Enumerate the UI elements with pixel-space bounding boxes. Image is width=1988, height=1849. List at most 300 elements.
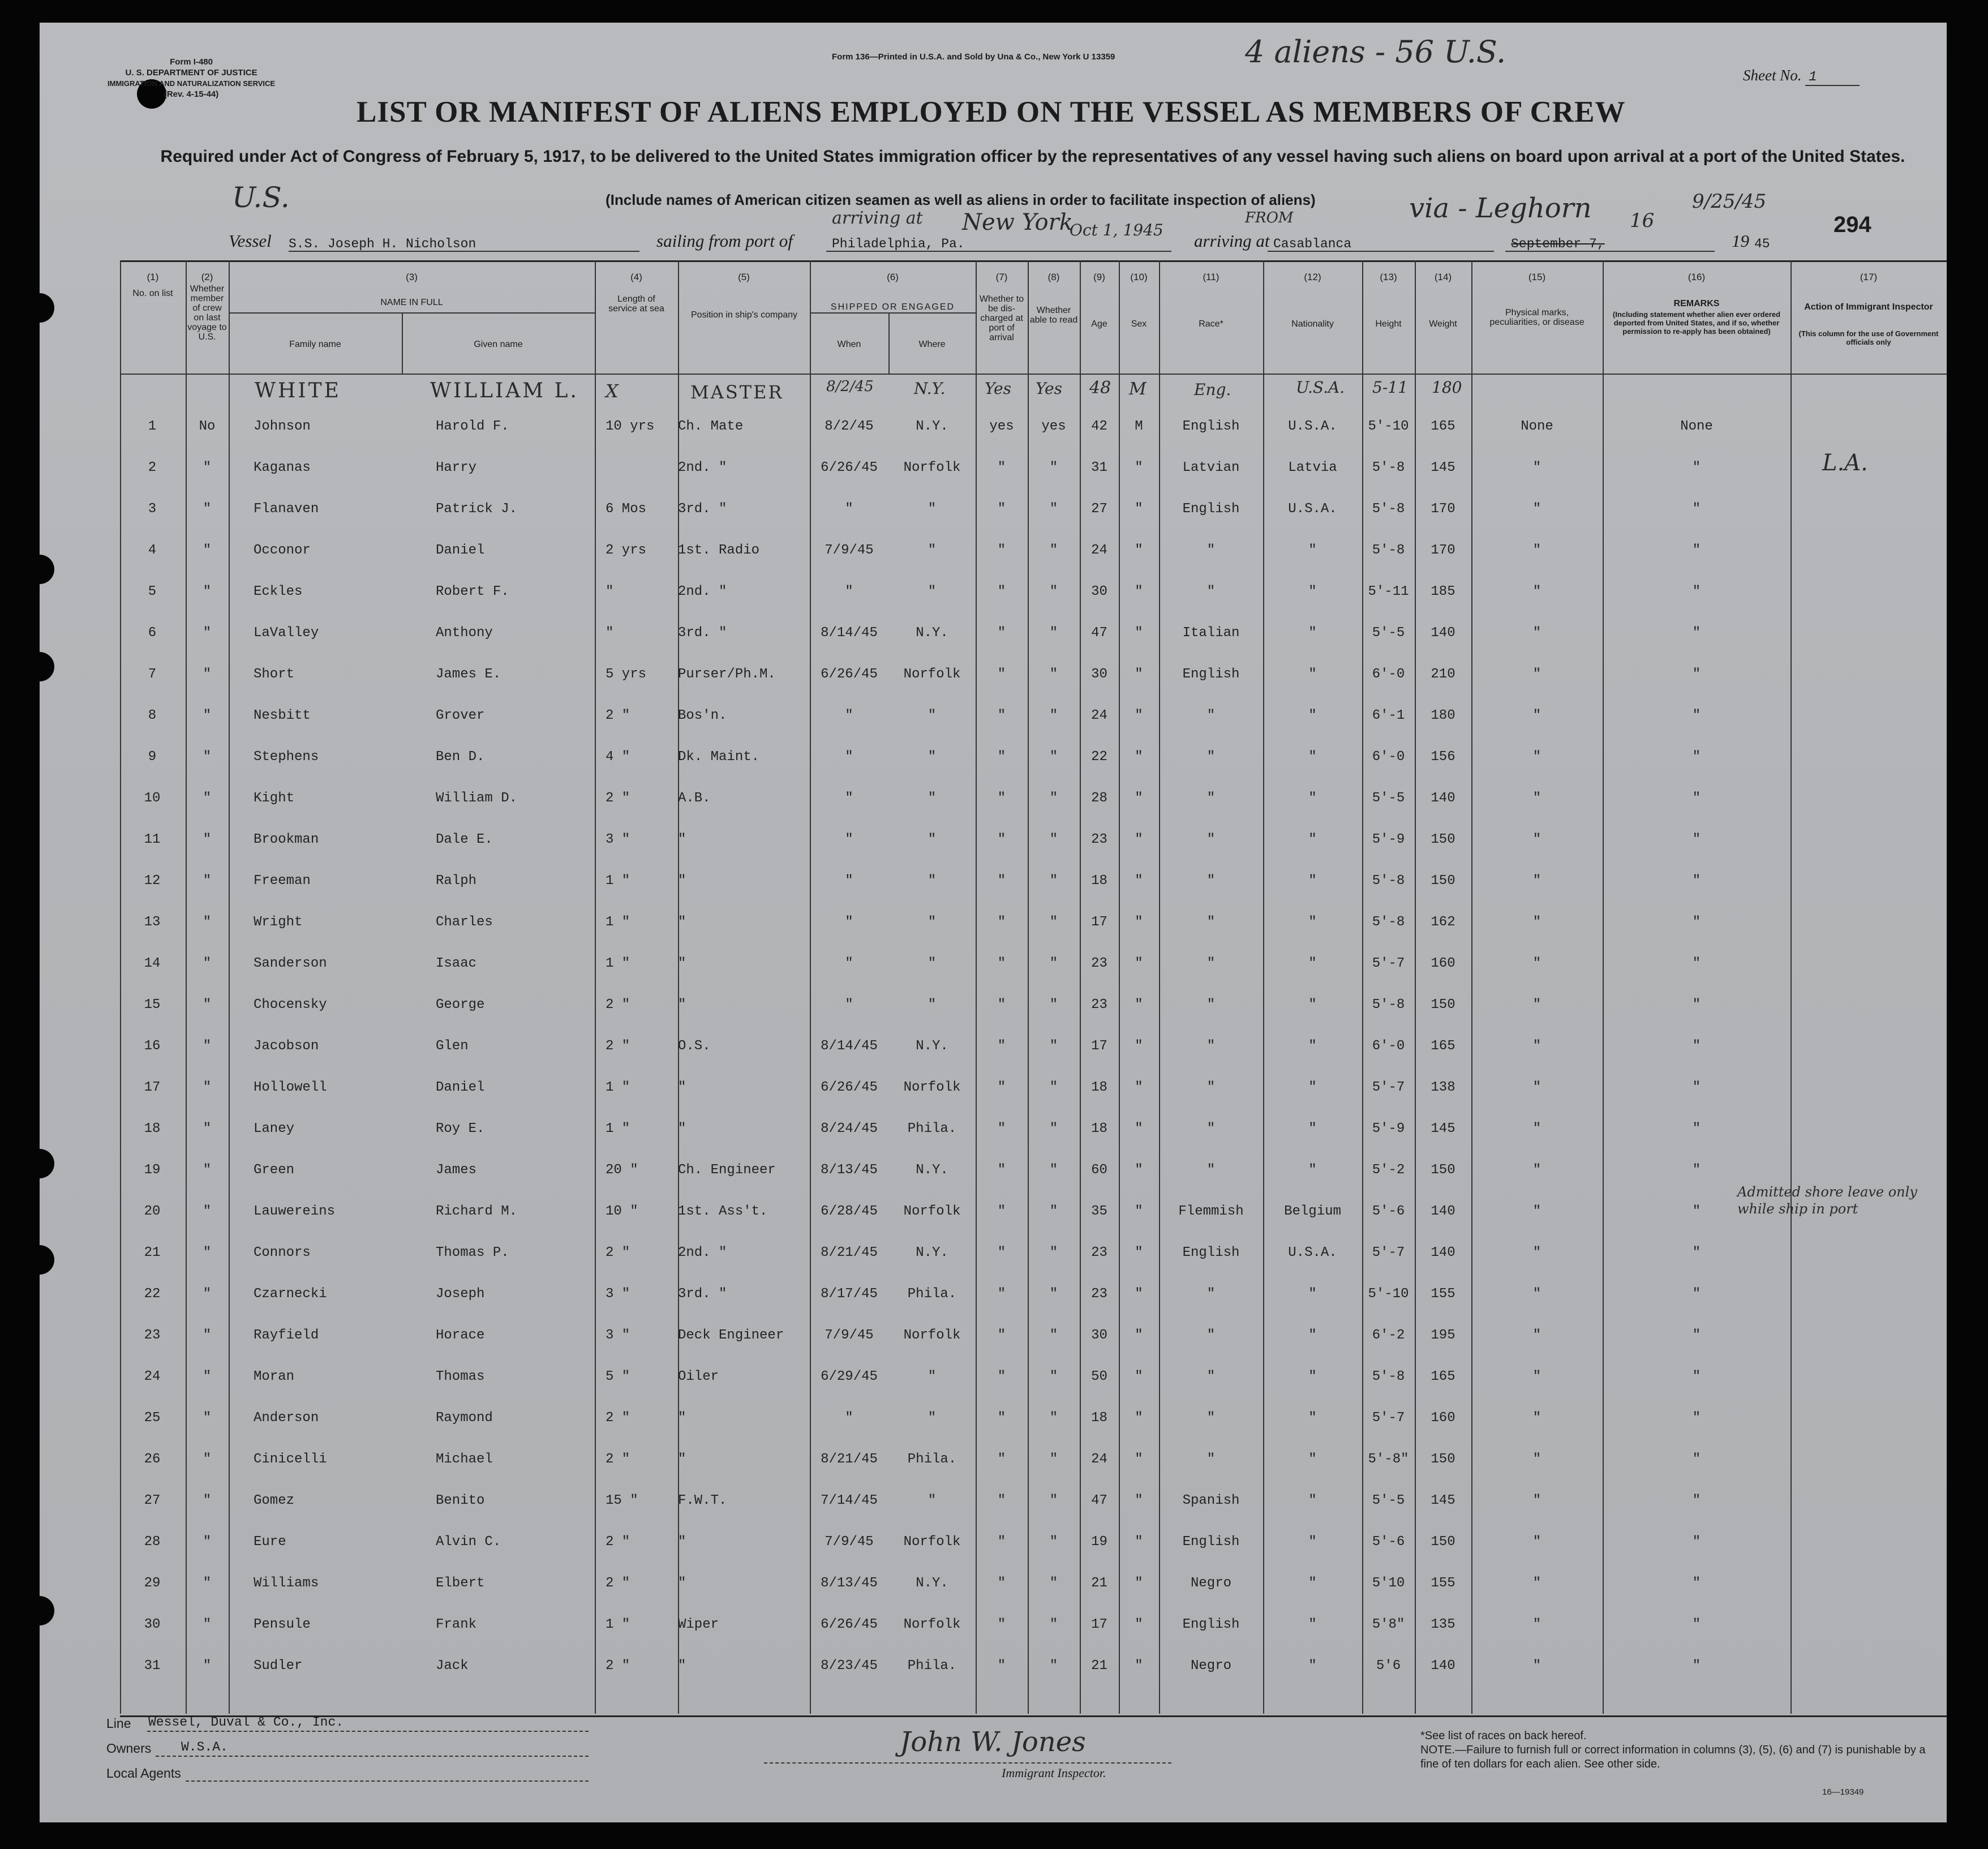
cell-physical-marks: " xyxy=(1532,1493,1542,1508)
cell-row-number: 18 xyxy=(144,1121,161,1136)
master-sex: M xyxy=(1129,379,1147,399)
cell-sex: " xyxy=(1135,1328,1143,1343)
cell-age: 18 xyxy=(1091,1410,1107,1426)
cell-given-name: Daniel xyxy=(436,543,485,558)
cell-row-number: 30 xyxy=(144,1617,161,1632)
cell-prior-voyage: " xyxy=(203,1369,212,1384)
cell-age: 42 xyxy=(1091,419,1107,434)
cell-remarks: " xyxy=(1692,1245,1701,1260)
cell-shipped-when: " xyxy=(845,708,853,723)
cell-position: Oiler xyxy=(678,1369,719,1384)
cell-shipped-where: Phila. xyxy=(907,1658,957,1674)
cell-physical-marks: " xyxy=(1532,1658,1542,1674)
vessel-label: Vessel xyxy=(229,231,272,251)
cell-shipped-when: 8/17/45 xyxy=(821,1286,878,1302)
cell-family-name: Occonor xyxy=(254,543,311,558)
cell-length-of-service: 1 " xyxy=(606,915,630,930)
cell-race: English xyxy=(1182,501,1240,517)
cell-age: 17 xyxy=(1091,915,1107,930)
cell-able-to-read: " xyxy=(1049,915,1058,930)
cell-given-name: Ben D. xyxy=(436,749,485,765)
cell-shipped-when: 6/26/45 xyxy=(821,1617,878,1632)
cell-weight: 180 xyxy=(1431,708,1455,723)
cell-length-of-service: 2 " xyxy=(606,1576,630,1591)
handwritten-alien-count: 4 aliens - 56 U.S. xyxy=(1245,34,1506,70)
cell-able-to-read: " xyxy=(1049,1410,1058,1426)
document-title: LIST OR MANIFEST OF ALIENS EMPLOYED ON THE VESSEL AS MEMBERS OF CREW xyxy=(357,96,1626,128)
cell-family-name: Hollowell xyxy=(254,1080,327,1095)
cell-shipped-when: 6/26/45 xyxy=(821,460,878,475)
cell-physical-marks: " xyxy=(1532,749,1542,765)
col-13-label: Height xyxy=(1375,319,1402,329)
cell-shipped-where: Norfolk xyxy=(903,1080,961,1095)
cell-weight: 170 xyxy=(1431,543,1455,558)
cell-family-name: Eckles xyxy=(254,584,303,599)
cell-physical-marks: " xyxy=(1532,791,1542,806)
column-rule xyxy=(120,260,121,1714)
cell-family-name: Stephens xyxy=(254,749,319,765)
cell-sex: " xyxy=(1135,1080,1143,1095)
cell-family-name: LaValley xyxy=(254,625,319,641)
cell-position: " xyxy=(678,997,686,1013)
owners-value: W.S.A. xyxy=(181,1740,228,1754)
inspector-signature: John W. Jones xyxy=(900,1726,1086,1758)
cell-given-name: Roy E. xyxy=(436,1121,485,1136)
cell-remarks: " xyxy=(1692,501,1701,517)
cell-shipped-where: N.Y. xyxy=(916,419,948,434)
cell-remarks: " xyxy=(1692,1328,1701,1343)
cell-remarks: " xyxy=(1692,625,1701,641)
cell-remarks: " xyxy=(1692,708,1701,723)
cell-remarks: " xyxy=(1692,749,1701,765)
cell-able-to-read: " xyxy=(1049,1039,1058,1054)
cell-length-of-service: 2 " xyxy=(606,1245,630,1260)
cell-given-name: Patrick J. xyxy=(436,501,518,517)
cell-given-name: Glen xyxy=(436,1039,469,1054)
handwritten-via: via - Leghorn xyxy=(1409,192,1592,224)
cell-sex: " xyxy=(1135,1369,1143,1384)
year-prefix: 19 xyxy=(1732,231,1749,251)
cell-position: " xyxy=(678,1452,686,1467)
cell-shipped-when: 8/21/45 xyxy=(821,1245,878,1260)
cell-nationality: " xyxy=(1308,791,1317,806)
cell-prior-voyage: " xyxy=(203,749,212,765)
cell-shipped-where: " xyxy=(928,749,937,765)
cell-able-to-read: " xyxy=(1049,1493,1058,1508)
cell-weight: 140 xyxy=(1431,791,1455,806)
cell-nationality: " xyxy=(1308,956,1317,971)
cell-row-number: 15 xyxy=(144,997,161,1013)
cell-physical-marks: " xyxy=(1532,873,1542,889)
cell-sex: " xyxy=(1135,1534,1143,1550)
cell-remarks: " xyxy=(1692,1039,1701,1054)
cell-weight: 150 xyxy=(1431,1452,1455,1467)
cell-length-of-service: 1 " xyxy=(606,956,630,971)
cell-length-of-service: 20 " xyxy=(606,1162,638,1178)
col-12-num: (12) xyxy=(1304,272,1321,282)
cell-row-number: 3 xyxy=(148,501,157,517)
cell-family-name: Lauwereins xyxy=(254,1204,336,1219)
cell-position: A.B. xyxy=(678,791,711,806)
cell-physical-marks: " xyxy=(1532,1576,1542,1591)
cell-nationality: " xyxy=(1308,1080,1317,1095)
cell-given-name: Benito xyxy=(436,1493,485,1508)
cell-prior-voyage: " xyxy=(203,1410,212,1426)
col-9-num: (9) xyxy=(1093,272,1105,282)
col-16-num: (16) xyxy=(1688,272,1706,282)
cell-position: Wiper xyxy=(678,1617,719,1632)
cell-weight: 165 xyxy=(1431,1039,1455,1054)
cell-prior-voyage: " xyxy=(203,1534,212,1550)
cell-age: 23 xyxy=(1091,1286,1107,1302)
cell-given-name: Robert F. xyxy=(436,584,509,599)
cell-height: 6'-2 xyxy=(1372,1328,1405,1343)
cell-age: 21 xyxy=(1091,1658,1107,1674)
cell-able-to-read: " xyxy=(1049,832,1058,847)
cell-row-number: 4 xyxy=(148,543,157,558)
cell-shipped-when: 7/9/45 xyxy=(825,1328,874,1343)
cell-physical-marks: " xyxy=(1532,708,1542,723)
cell-nationality: " xyxy=(1308,1162,1317,1178)
cell-physical-marks: " xyxy=(1532,1039,1542,1054)
cell-length-of-service: 2 " xyxy=(606,1410,630,1426)
cell-able-to-read: " xyxy=(1049,1328,1058,1343)
cell-able-to-read: " xyxy=(1049,708,1058,723)
cell-length-of-service: 5 " xyxy=(606,1369,630,1384)
cell-length-of-service: 1 " xyxy=(606,873,630,889)
cell-position: 3rd. " xyxy=(678,1286,727,1302)
cell-weight: 210 xyxy=(1431,667,1455,682)
cell-height: 5'-5 xyxy=(1372,791,1405,806)
cell-prior-voyage: " xyxy=(203,1204,212,1219)
cell-height: 5'-8 xyxy=(1372,997,1405,1013)
cell-shipped-when: " xyxy=(845,584,853,599)
cell-able-to-read: " xyxy=(1049,460,1058,475)
cell-nationality: Belgium xyxy=(1284,1204,1341,1219)
cell-race: Flemmish xyxy=(1178,1204,1244,1219)
cell-shipped-where: " xyxy=(928,956,937,971)
cell-height: 5'-8 xyxy=(1372,915,1405,930)
agents-underline xyxy=(186,1781,589,1782)
cell-physical-marks: " xyxy=(1532,1286,1542,1302)
cell-age: 22 xyxy=(1091,749,1107,765)
cell-nationality: " xyxy=(1308,1369,1317,1384)
cell-discharged: " xyxy=(997,543,1006,558)
cell-row-number: 9 xyxy=(148,749,157,765)
cell-given-name: Frank xyxy=(436,1617,477,1632)
cell-weight: 150 xyxy=(1431,832,1455,847)
cell-row-number: 28 xyxy=(144,1534,161,1550)
vessel-name: S.S. Joseph H. Nicholson xyxy=(289,237,476,251)
cell-sex: " xyxy=(1135,1039,1143,1054)
cell-shipped-where: " xyxy=(928,1410,937,1426)
cell-discharged: " xyxy=(997,1162,1006,1178)
sheet-number-field xyxy=(1743,67,1860,86)
cell-family-name: Sudler xyxy=(254,1658,303,1674)
cell-weight: 160 xyxy=(1431,1410,1455,1426)
cell-length-of-service: 2 yrs xyxy=(606,543,647,558)
cell-length-of-service: 10 yrs xyxy=(606,419,655,434)
manifest-page xyxy=(40,23,1947,1822)
cell-weight: 170 xyxy=(1431,501,1455,517)
handwritten-new-york: New York xyxy=(962,209,1073,235)
cell-shipped-when: 8/13/45 xyxy=(821,1576,878,1591)
master-family-name: WHITE xyxy=(255,379,341,402)
cell-race: English xyxy=(1182,1617,1240,1632)
cell-physical-marks: " xyxy=(1532,1204,1542,1219)
cell-physical-marks: " xyxy=(1532,832,1542,847)
cell-nationality: " xyxy=(1308,1576,1317,1591)
cell-discharged: " xyxy=(997,501,1006,517)
cell-shipped-where: N.Y. xyxy=(916,1162,948,1178)
master-service: X xyxy=(606,380,619,402)
cell-able-to-read: " xyxy=(1049,1121,1058,1136)
cell-prior-voyage: " xyxy=(203,1039,212,1054)
cell-age: 28 xyxy=(1091,791,1107,806)
cell-shipped-where: Norfolk xyxy=(903,1534,961,1550)
cell-shipped-when: " xyxy=(845,997,853,1013)
cell-family-name: Rayfield xyxy=(254,1328,319,1343)
cell-race: " xyxy=(1206,1080,1216,1095)
cell-remarks: " xyxy=(1692,1658,1701,1674)
cell-shipped-when: 7/9/45 xyxy=(825,543,874,558)
punch-hole xyxy=(40,555,54,584)
cell-row-number: 24 xyxy=(144,1369,161,1384)
penalty-note: NOTE.—Failure to furnish full or correct information in columns (3), (5), (6) and (7) is punishable by a fine of ten dollars for each alien. See other side. xyxy=(1420,1744,1926,1770)
cell-prior-voyage: " xyxy=(203,1493,212,1508)
cell-prior-voyage: " xyxy=(203,791,212,806)
cell-row-number: 2 xyxy=(148,460,157,475)
master-age: 48 xyxy=(1089,378,1111,398)
cell-shipped-where: " xyxy=(928,915,937,930)
cell-sex: " xyxy=(1135,1617,1143,1632)
cell-position: Ch. Engineer xyxy=(678,1162,776,1178)
cell-given-name: Richard M. xyxy=(436,1204,518,1219)
cell-sex: " xyxy=(1135,1245,1143,1260)
cell-race: " xyxy=(1206,584,1216,599)
cell-shipped-where: Norfolk xyxy=(903,460,961,475)
cell-length-of-service: 2 " xyxy=(606,997,630,1013)
column-rule xyxy=(595,260,596,1714)
cell-family-name: Brookman xyxy=(254,832,319,847)
cell-length-of-service: 10 " xyxy=(606,1204,638,1219)
col-1-num: (1) xyxy=(147,272,159,282)
cell-discharged: " xyxy=(997,1080,1006,1095)
col-2-label: Whether member of crew on last voyage to U.S. xyxy=(187,284,227,342)
cell-given-name: Michael xyxy=(436,1452,493,1467)
cell-length-of-service: 15 " xyxy=(606,1493,638,1508)
cell-race: Negro xyxy=(1190,1576,1231,1591)
year-value: 45 xyxy=(1754,237,1770,251)
master-when: 8/2/45 xyxy=(826,378,874,395)
form-revision: (Rev. 4-15-44) xyxy=(164,89,219,99)
cell-shipped-when: 7/14/45 xyxy=(821,1493,878,1508)
cell-row-number: 7 xyxy=(148,667,157,682)
cell-able-to-read: " xyxy=(1049,1658,1058,1674)
inspector-action: Admitted shore leave only while ship in port xyxy=(1737,1184,1917,1217)
cell-age: 24 xyxy=(1091,708,1107,723)
cell-row-number: 22 xyxy=(144,1286,161,1302)
cell-race: " xyxy=(1206,1452,1216,1467)
cell-nationality: " xyxy=(1308,1039,1317,1054)
cell-discharged: " xyxy=(997,1328,1006,1343)
cell-remarks: " xyxy=(1692,1369,1701,1384)
cell-given-name: Jack xyxy=(436,1658,469,1674)
col-7-label: Whether to be dis-charged at port of arrival xyxy=(979,294,1024,342)
cell-length-of-service: 2 " xyxy=(606,1534,630,1550)
cell-physical-marks: " xyxy=(1532,543,1542,558)
cell-length-of-service: " xyxy=(606,584,614,599)
cell-discharged: " xyxy=(997,1658,1006,1674)
cell-sex: " xyxy=(1135,791,1143,806)
punch-hole xyxy=(40,1149,54,1178)
cell-remarks: None xyxy=(1680,419,1713,434)
cell-weight: 135 xyxy=(1431,1617,1455,1632)
cell-given-name: Harry xyxy=(436,460,477,475)
cell-sex: " xyxy=(1135,956,1143,971)
cell-shipped-when: 8/24/45 xyxy=(821,1121,878,1136)
cell-position: " xyxy=(678,915,686,930)
cell-age: 30 xyxy=(1091,584,1107,599)
cell-family-name: Wright xyxy=(254,915,303,930)
cell-row-number: 19 xyxy=(144,1162,161,1178)
cell-given-name: Alvin C. xyxy=(436,1534,501,1550)
cell-given-name: Ralph xyxy=(436,873,477,889)
cell-shipped-where: Phila. xyxy=(907,1121,957,1136)
handwritten-date-correction: Oct 1, 1945 xyxy=(1070,221,1163,239)
cell-height: 5'-7 xyxy=(1372,1080,1405,1095)
cell-prior-voyage: " xyxy=(203,1576,212,1591)
cell-remarks: " xyxy=(1692,543,1701,558)
cell-age: 18 xyxy=(1091,1080,1107,1095)
cell-race: " xyxy=(1206,915,1216,930)
cell-race: Spanish xyxy=(1182,1493,1240,1508)
cell-race: " xyxy=(1206,956,1216,971)
cell-family-name: Cinicelli xyxy=(254,1452,327,1467)
cell-sex: " xyxy=(1135,543,1143,558)
cell-race: " xyxy=(1206,791,1216,806)
cell-prior-voyage: " xyxy=(203,915,212,930)
cell-physical-marks: " xyxy=(1532,1617,1542,1632)
cell-sex: " xyxy=(1135,873,1143,889)
cell-height: 5'-5 xyxy=(1372,625,1405,641)
col-1-label: No. on list xyxy=(132,289,173,298)
cell-remarks: " xyxy=(1692,791,1701,806)
vessel-underline xyxy=(289,251,639,252)
cell-able-to-read: " xyxy=(1049,1576,1058,1591)
cell-row-number: 14 xyxy=(144,956,161,971)
col-5-num: (5) xyxy=(738,272,750,282)
cell-position: F.W.T. xyxy=(678,1493,727,1508)
cell-able-to-read: " xyxy=(1049,1204,1058,1219)
cell-race: Negro xyxy=(1190,1658,1231,1674)
col-16-sub: (Including statement whether alien ever ordered deported from United States, and if so, whether permission to re-apply has been obtained) xyxy=(1612,310,1781,336)
cell-age: 17 xyxy=(1091,1039,1107,1054)
cell-position: 1st. Ass't. xyxy=(678,1204,768,1219)
cell-prior-voyage: " xyxy=(203,1286,212,1302)
cell-length-of-service: 3 " xyxy=(606,1286,630,1302)
cell-race: " xyxy=(1206,832,1216,847)
cell-able-to-read: " xyxy=(1049,543,1058,558)
cell-sex: M xyxy=(1135,419,1143,434)
cell-discharged: yes xyxy=(989,419,1014,434)
cell-family-name: Connors xyxy=(254,1245,311,1260)
line-label: Line xyxy=(106,1716,131,1731)
cell-discharged: " xyxy=(997,749,1006,765)
cell-shipped-when: 8/14/45 xyxy=(821,1039,878,1054)
cell-family-name: Moran xyxy=(254,1369,295,1384)
master-weight: 180 xyxy=(1432,378,1462,397)
handwritten-day: 16 xyxy=(1630,209,1655,232)
cell-nationality: " xyxy=(1308,1534,1317,1550)
cell-able-to-read: " xyxy=(1049,873,1058,889)
cell-family-name: Eure xyxy=(254,1534,286,1550)
cell-prior-voyage: " xyxy=(203,1245,212,1260)
cell-able-to-read: " xyxy=(1049,1369,1058,1384)
cell-nationality: " xyxy=(1308,1328,1317,1343)
cell-nationality: " xyxy=(1308,749,1317,765)
cell-sex: " xyxy=(1135,625,1143,641)
cell-height: 5'-8 xyxy=(1372,543,1405,558)
owners-label: Owners xyxy=(106,1741,152,1756)
cell-row-number: 12 xyxy=(144,873,161,889)
cell-race: English xyxy=(1182,419,1240,434)
cell-height: 6'-0 xyxy=(1372,667,1405,682)
cell-shipped-where: Norfolk xyxy=(903,1328,961,1343)
cell-shipped-when: " xyxy=(845,1410,853,1426)
cell-sex: " xyxy=(1135,1576,1143,1591)
cell-position: Purser/Ph.M. xyxy=(678,667,776,682)
cell-physical-marks: " xyxy=(1532,1245,1542,1260)
cell-shipped-when: " xyxy=(845,873,853,889)
cell-given-name: Daniel xyxy=(436,1080,485,1095)
cell-family-name: Laney xyxy=(254,1121,295,1136)
cell-height: 5'-8 xyxy=(1372,501,1405,517)
cell-race: " xyxy=(1206,1369,1216,1384)
cell-height: 5'-9 xyxy=(1372,832,1405,847)
cell-race: " xyxy=(1206,1410,1216,1426)
cell-family-name: Kaganas xyxy=(254,460,311,475)
col-11-num: (11) xyxy=(1203,272,1220,282)
col-14-label: Weight xyxy=(1429,319,1457,329)
cell-nationality: " xyxy=(1308,625,1317,641)
cell-discharged: " xyxy=(997,460,1006,475)
cell-shipped-where: " xyxy=(928,501,937,517)
cell-height: 5'-6 xyxy=(1372,1204,1405,1219)
cell-discharged: " xyxy=(997,625,1006,641)
cell-physical-marks: " xyxy=(1532,584,1542,599)
cell-discharged: " xyxy=(997,708,1006,723)
cell-weight: 155 xyxy=(1431,1576,1455,1591)
cell-remarks: " xyxy=(1692,1617,1701,1632)
cell-height: 5'-8" xyxy=(1368,1452,1409,1467)
cell-remarks: " xyxy=(1692,1452,1701,1467)
cell-sex: " xyxy=(1135,501,1143,517)
cell-able-to-read: yes xyxy=(1041,419,1066,434)
include-note: (Include names of American citizen seamen as well as aliens in order to facilitate inspection of aliens) xyxy=(606,191,1316,208)
cell-row-number: 31 xyxy=(144,1658,161,1674)
cell-sex: " xyxy=(1135,584,1143,599)
cell-family-name: Czarnecki xyxy=(254,1286,327,1302)
cell-length-of-service: 2 " xyxy=(606,1452,630,1467)
cell-race: " xyxy=(1206,1162,1216,1178)
handwritten-date: 9/25/45 xyxy=(1692,190,1767,213)
cell-age: 27 xyxy=(1091,501,1107,517)
cell-nationality: " xyxy=(1308,915,1317,930)
cell-remarks: " xyxy=(1692,956,1701,971)
cell-age: 18 xyxy=(1091,1121,1107,1136)
cell-shipped-when: 8/2/45 xyxy=(825,419,874,434)
